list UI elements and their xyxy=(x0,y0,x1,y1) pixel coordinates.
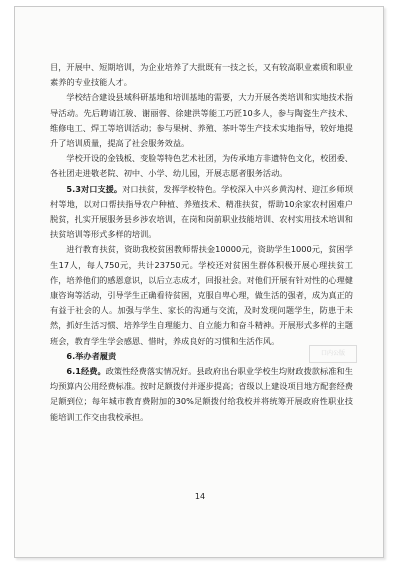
document-body xyxy=(50,60,353,425)
paragraph-text: 对口扶贫，发挥学校特色。学校深入中兴乡黄沟村、迎江乡师坝村等地，以对口帮扶指导农户种植、养殖技术、精准扶贫，帮助10余家农村困难户脱贫，扎实开展服务县乡涉农培训，在岗和岗前职业技能培训、农村实用技术培训和扶贫培训等形式多样的培训。 xyxy=(50,183,353,240)
section-heading: 6.举办者履责 xyxy=(66,350,117,361)
paragraph: 学校开设的金钱板、变脸等特色艺术社团，为传承地方非遗特色文化，校团委、各社团走进敬老院、初中、小学、幼儿园，开展志愿者服务活动。 xyxy=(50,153,353,179)
paragraph-text: 政策性经费落实情况好。县政府出台职业学校生均财政拨款标准和生均预算内公用经费标准。按时足额拨付并逐步提高；省级以上建设项目地方配套经费足额到位；每年城市教育费附加的30%足额拨付给我校并将统筹开展政府性职业技能培训工作交由我校承担。 xyxy=(50,366,353,422)
paragraph: 目，开展中、短期培训，为企业培养了大批既有一技之长，又有较高职业素质和职业素养的专业技能人才。 xyxy=(50,62,353,88)
subsection-lead: 6.1经费。 xyxy=(66,366,106,377)
faint-stamp: 口内公版 xyxy=(309,345,357,363)
subsection-lead: 5.3对口支援。 xyxy=(66,183,123,194)
paragraph xyxy=(50,182,353,243)
page-number: 14 xyxy=(194,492,206,501)
paragraph xyxy=(50,364,353,425)
paragraph: 进行教育扶贫，资助我校贫困教师帮扶金10000元，资助学生1000元，贫困学生17人，每人750元，共计23750元。学校还对贫困生群体积极开展心理扶贫工作，培养他们的感恩意识，以后立志成才，回报社会。对他们开展有针对性的心理健康咨询等活动，引导学生正确看待贫困，克服自卑心理，做生活的强者，成为真正的有益于社会的人。加强与学生、家长的沟通与交流，及时发现问题学生，防患于未然，抓好生活习惯、培养学生自理能力、自立能力和奋斗精神。开展形式多样的主题班会，教育学生学会感恩、惜时，养成良好的习惯和生活作风。 xyxy=(50,244,353,346)
paragraph: 学校结合建设县域科研基地和培训基地的需要，大力开展各类培训和实地技术指导活动。先后聘请江骏、谢丽蓉、徐建洪等能工巧匠10多人，参与陶瓷生产技术、维修电工、焊工等培训活动；参与果树、养殖、茶叶等生产技术实地指导，较好地提升了培训质量，提高了社会服务效益。 xyxy=(50,92,353,149)
